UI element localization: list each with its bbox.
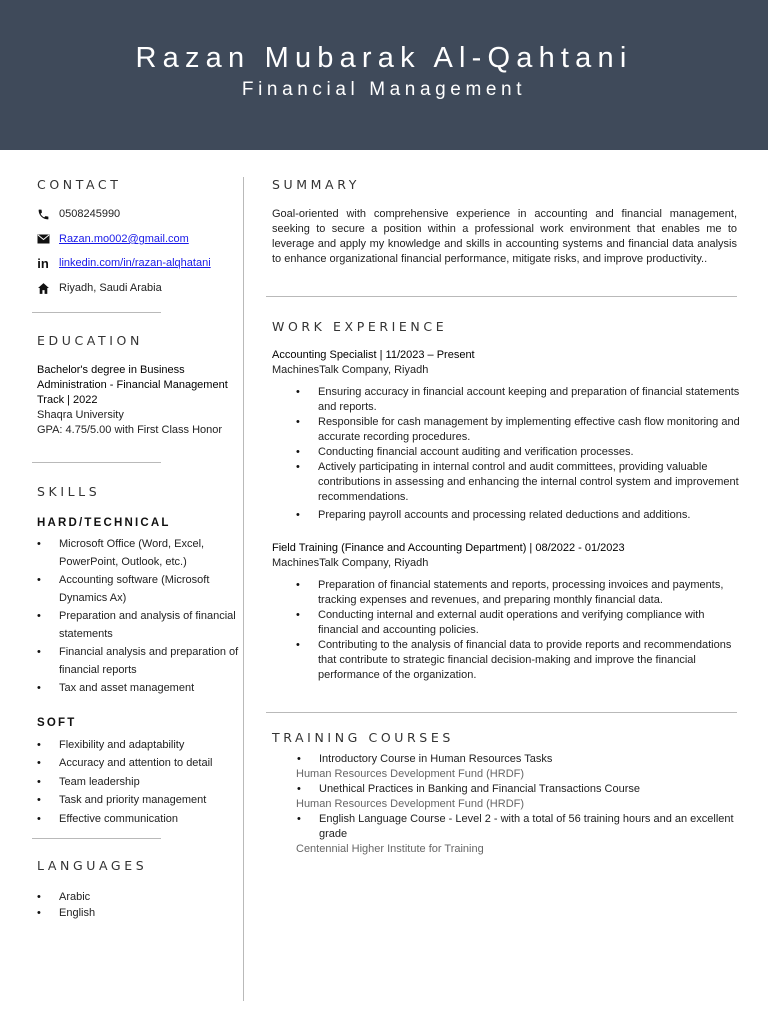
candidate-title: Financial Management bbox=[241, 79, 527, 100]
summary-text: Goal-oriented with comprehensive experience in accounting and financial management, seeking to secure a position within a professional work environment that enables me to leverage and apply my knowledge and skills in accounting systems and financial data analysis to enhance organizational financial performance, mitigate risks, and improve productivity.. bbox=[272, 208, 737, 265]
list-item: • Ensuring accuracy in financial account keeping and preparation of financial statements and reports. bbox=[296, 385, 741, 415]
home-icon bbox=[36, 281, 50, 295]
skill-item: • Financial analysis and preparation of financial reports bbox=[37, 643, 242, 679]
job-company: MachinesTalk Company, Riyadh bbox=[272, 364, 429, 376]
column-divider bbox=[243, 177, 244, 1001]
language-item: • English bbox=[37, 905, 217, 921]
phone-icon bbox=[36, 207, 50, 221]
header-banner bbox=[0, 0, 768, 150]
education-entry bbox=[37, 363, 242, 438]
course-entry bbox=[296, 782, 736, 812]
list-item: • Preparation of financial statements and reports, processing invoices and payments, tracking expenses and revenues, and preparing monthly financial data. bbox=[296, 578, 741, 608]
skill-item: • Accuracy and attention to detail bbox=[37, 754, 242, 772]
job-company: MachinesTalk Company, Riyadh bbox=[272, 557, 429, 569]
divider bbox=[266, 712, 737, 713]
list-item: • Conducting internal and external audit operations and verifying compliance with financial and accounting policies. bbox=[296, 608, 741, 638]
course-provider: Human Resources Development Fund (HRDF) bbox=[296, 798, 525, 810]
school: Shaqra University bbox=[37, 409, 124, 421]
soft-skills-heading: SOFT bbox=[37, 717, 77, 729]
hard-skills-heading: HARD/TECHNICAL bbox=[37, 517, 171, 529]
training-heading: TRAINING COURSES bbox=[272, 730, 454, 745]
candidate-name: Razan Mubarak Al-Qahtani bbox=[135, 42, 633, 74]
experience-heading: WORK EXPERIENCE bbox=[272, 319, 448, 334]
location-text: Riyadh, Saudi Arabia bbox=[59, 282, 162, 294]
course-name: • Unethical Practices in Banking and Financial Transactions Course bbox=[296, 782, 736, 797]
divider bbox=[32, 462, 161, 463]
course-name: • Introductory Course in Human Resources Tasks bbox=[296, 752, 736, 767]
soft-skills-list bbox=[37, 736, 242, 828]
divider bbox=[32, 312, 161, 313]
skill-item: • Task and priority management bbox=[37, 791, 242, 809]
job-title: Accounting Specialist | 11/2023 – Present bbox=[272, 349, 475, 361]
course-entry bbox=[296, 752, 736, 782]
skill-item: • Flexibility and adaptability bbox=[37, 736, 242, 754]
language-item: • Arabic bbox=[37, 889, 217, 905]
contact-linkedin bbox=[36, 255, 211, 271]
job-bullets bbox=[296, 385, 741, 523]
divider bbox=[266, 296, 737, 297]
list-item: • Contributing to the analysis of financial data to provide reports and recommendations that contribute to strategic financial decision-making and improve the financial performance of the organization. bbox=[296, 638, 741, 683]
skill-item: • Preparation and analysis of financial statements bbox=[37, 607, 242, 643]
skills-heading: SKILLS bbox=[37, 484, 101, 499]
list-item: • Responsible for cash management by implementing effective cash flow monitoring and accurate recording procedures. bbox=[296, 415, 741, 445]
education-heading: EDUCATION bbox=[37, 333, 143, 348]
skill-item: • Accounting software (Microsoft Dynamics Ax) bbox=[37, 571, 242, 607]
contact-location bbox=[36, 280, 162, 296]
contact-email bbox=[36, 231, 189, 247]
phone-number: 0508245990 bbox=[59, 208, 121, 220]
list-item: • Preparing payroll accounts and processing related deductions and additions. bbox=[296, 508, 741, 523]
contact-phone bbox=[36, 206, 120, 222]
divider bbox=[32, 838, 161, 839]
course-name: • English Language Course - Level 2 - with a total of 56 training hours and an excellent grade bbox=[296, 812, 736, 842]
contact-heading: CONTACT bbox=[37, 177, 122, 192]
summary-heading: SUMMARY bbox=[272, 177, 360, 192]
email-link[interactable]: Razan.mo002@gmail.com bbox=[59, 233, 189, 245]
degree: Bachelor's degree in Business Administration - Financial Management Track | 2022 bbox=[37, 364, 228, 406]
job-bullets bbox=[296, 578, 741, 683]
linkedin-icon: in bbox=[37, 255, 49, 271]
course-provider: Human Resources Development Fund (HRDF) bbox=[296, 768, 525, 780]
list-item: • Actively participating in internal control and audit committees, providing valuable contributions in assessing and enhancing the internal control system and improvement recommendations. bbox=[296, 460, 741, 505]
gpa: GPA: 4.75/5.00 with First Class Honor bbox=[37, 424, 223, 436]
linkedin-link[interactable]: linkedin.com/in/razan-alqhatani bbox=[59, 257, 211, 269]
job-title: Field Training (Finance and Accounting Department) | 08/2022 - 01/2023 bbox=[272, 542, 625, 554]
languages-heading: LANGUAGES bbox=[37, 858, 148, 873]
hard-skills-list bbox=[37, 535, 242, 697]
skill-item: • Microsoft Office (Word, Excel, PowerPoint, Outlook, etc.) bbox=[37, 535, 242, 571]
skill-item: • Team leadership bbox=[37, 773, 242, 791]
list-item: • Conducting financial account auditing and verification processes. bbox=[296, 445, 741, 460]
skill-item: • Effective communication bbox=[37, 810, 242, 828]
skill-item: • Tax and asset management bbox=[37, 679, 242, 697]
languages-list bbox=[37, 889, 217, 921]
course-provider: Centennial Higher Institute for Training bbox=[296, 843, 484, 855]
email-icon bbox=[36, 232, 50, 246]
course-entry bbox=[296, 812, 736, 857]
